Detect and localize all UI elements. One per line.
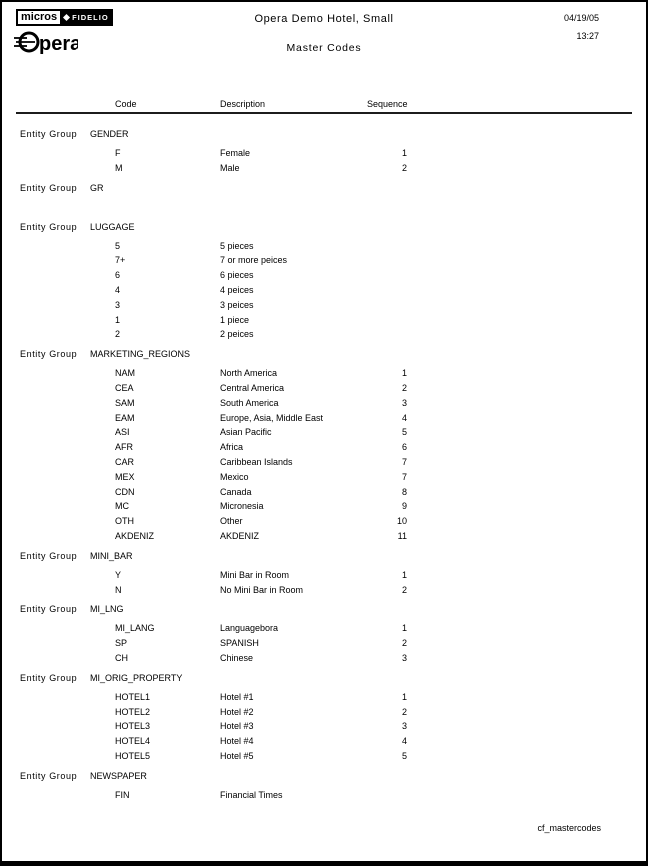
cell-sequence: 11: [397, 530, 407, 541]
table-row: [20, 313, 630, 328]
row-spacer: [20, 705, 115, 720]
table-row: [20, 298, 630, 313]
cell-sequence: 7: [401, 456, 407, 467]
entity-group-label: Entity Group: [20, 604, 78, 615]
table-row: [20, 268, 630, 283]
row-spacer: [20, 440, 115, 455]
cell-code: NAM: [115, 368, 135, 379]
table-column-headers: [20, 99, 630, 112]
cell-description: Caribbean Islands: [220, 456, 293, 467]
entity-group-name: NEWSPAPER: [90, 770, 147, 781]
cell-code: 3: [115, 299, 121, 310]
cell-sequence: [367, 788, 407, 803]
cell-code: 4: [115, 284, 121, 295]
table-row: [20, 425, 630, 440]
cell-description: Languagebora: [220, 623, 279, 634]
cell-sequence: 3: [401, 397, 407, 408]
table-row: [20, 621, 630, 636]
cell-sequence: 5: [401, 750, 407, 761]
cell-description: Hotel #1: [220, 691, 254, 702]
entity-group-header: [20, 769, 630, 784]
cell-code: HOTEL2: [115, 706, 151, 717]
cell-sequence: 5: [401, 427, 407, 438]
cell-sequence: 10: [396, 516, 407, 527]
cell-description: Female: [220, 148, 251, 158]
cell-code: 5: [115, 240, 121, 251]
cell-code: AFR: [115, 442, 133, 453]
table-row: [20, 283, 630, 298]
cell-code: EAM: [115, 412, 135, 423]
fidelio-logo-text: FIDELIO: [72, 13, 109, 22]
cell-code: MEX: [115, 471, 135, 482]
cell-sequence: 1: [401, 691, 407, 702]
table-row: [20, 583, 630, 598]
cell-description: Chinese: [220, 652, 254, 663]
row-spacer: [20, 268, 115, 283]
row-spacer: [20, 583, 115, 598]
cell-sequence: [367, 298, 407, 313]
table-row: [20, 690, 630, 705]
entity-group-gender: [20, 127, 630, 176]
row-spacer: [20, 161, 115, 176]
row-spacer: [20, 283, 115, 298]
row-spacer: [20, 499, 115, 514]
cell-code: CH: [115, 652, 128, 663]
table-row: [20, 455, 630, 470]
column-header-spacer: [20, 99, 115, 112]
entity-group-header: [20, 127, 630, 142]
cell-code: AKDENIZ: [115, 530, 155, 541]
row-spacer: [20, 636, 115, 651]
cell-description: 5 pieces: [220, 240, 254, 251]
cell-description: Hotel #5: [220, 750, 254, 761]
row-spacer: [20, 788, 115, 803]
report-date: 04/19/05: [563, 13, 599, 23]
entity-group-name: MARKETING_REGIONS: [90, 349, 191, 360]
row-spacer: [20, 485, 115, 500]
row-spacer: [20, 455, 115, 470]
table-row: [20, 499, 630, 514]
table-row: [20, 568, 630, 583]
groups-container: [20, 127, 630, 803]
row-spacer: [20, 396, 115, 411]
cell-sequence: [367, 239, 407, 254]
cell-description: 1 piece: [220, 314, 250, 325]
entity-group-luggage: [20, 220, 630, 343]
cell-code: 7+: [115, 255, 126, 266]
table-row: [20, 161, 630, 176]
column-header-description: Description: [220, 99, 266, 109]
table-row: [20, 411, 630, 426]
row-spacer: [20, 313, 115, 328]
cell-code: FIN: [115, 789, 130, 800]
row-spacer: [20, 146, 115, 161]
cell-code: 6: [115, 270, 121, 281]
cell-description: Mini Bar in Room: [220, 569, 290, 580]
table-row: [20, 719, 630, 734]
cell-sequence: 2: [401, 382, 407, 393]
cell-sequence: 3: [401, 652, 407, 663]
cell-code: HOTEL5: [115, 750, 151, 761]
cell-code: M: [115, 162, 123, 173]
cell-code: CAR: [115, 456, 135, 467]
entity-group-header: [20, 220, 630, 235]
row-spacer: [20, 366, 115, 381]
cell-sequence: [367, 253, 407, 268]
cell-description: Africa: [220, 442, 244, 453]
table-row: [20, 529, 630, 544]
entity-group-mini_bar: [20, 549, 630, 598]
cell-description: North America: [220, 368, 278, 379]
entity-group-header: [20, 347, 630, 362]
entity-group-name: GENDER: [90, 129, 129, 139]
cell-sequence: 1: [401, 569, 407, 580]
cell-code: MC: [115, 501, 129, 512]
row-spacer: [20, 381, 115, 396]
table-row: [20, 381, 630, 396]
cell-sequence: 2: [401, 584, 407, 595]
cell-code: ASI: [115, 427, 130, 438]
entity-group-label: Entity Group: [20, 182, 78, 193]
entity-group-name: GR: [90, 182, 104, 193]
header-rule: [16, 112, 632, 114]
cell-sequence: 1: [401, 148, 407, 158]
entity-group-name: MI_ORIG_PROPERTY: [90, 672, 183, 683]
table-row: [20, 239, 630, 254]
cell-sequence: 4: [401, 736, 407, 747]
entity-group-label: Entity Group: [20, 221, 78, 232]
cell-code: OTH: [115, 516, 134, 527]
cell-code: CDN: [115, 486, 135, 497]
cell-sequence: [367, 268, 407, 283]
cell-sequence: 3: [401, 721, 407, 732]
row-spacer: [20, 327, 115, 342]
cell-sequence: [367, 283, 407, 298]
cell-sequence: 9: [401, 501, 407, 512]
cell-description: Financial Times: [220, 789, 283, 800]
cell-description: Mexico: [220, 471, 249, 482]
cell-sequence: 1: [401, 623, 407, 634]
entity-group-mi_orig_property: [20, 671, 630, 764]
entity-group-label: Entity Group: [20, 770, 78, 781]
row-spacer: [20, 298, 115, 313]
master-codes-table: [2, 99, 646, 808]
cell-code: 2: [115, 329, 121, 340]
row-spacer: [20, 690, 115, 705]
cell-code: F: [115, 148, 121, 158]
cell-description: Male: [220, 162, 240, 173]
entity-group-header: [20, 549, 630, 564]
row-spacer: [20, 411, 115, 426]
table-row: [20, 146, 630, 161]
cell-description: Canada: [220, 486, 252, 497]
micros-logo-text: micros: [16, 9, 60, 26]
cell-sequence: [367, 327, 407, 342]
cell-description: Micronesia: [220, 501, 264, 512]
cell-description: No Mini Bar in Room: [220, 584, 304, 595]
table-row: [20, 651, 630, 666]
table-row: [20, 788, 630, 803]
cell-code: SAM: [115, 397, 135, 408]
cell-description: 4 peices: [220, 284, 254, 295]
entity-group-marketing_regions: [20, 347, 630, 544]
entity-group-header: [20, 181, 630, 196]
cell-description: 7 or more peices: [220, 255, 288, 266]
report-subtitle: Master Codes: [286, 42, 362, 54]
table-row: [20, 636, 630, 651]
column-header-code: Code: [115, 99, 137, 109]
table-row: [20, 440, 630, 455]
cell-description: 6 pieces: [220, 270, 254, 281]
entity-group-label: Entity Group: [20, 550, 78, 561]
cell-code: MI_LANG: [115, 623, 155, 634]
entity-group-name: MI_LNG: [90, 604, 124, 615]
cell-description: 3 peices: [220, 299, 254, 310]
cell-description: Hotel #2: [220, 706, 254, 717]
cell-description: AKDENIZ: [220, 530, 260, 541]
table-row: [20, 485, 630, 500]
cell-sequence: 8: [401, 486, 407, 497]
row-spacer: [20, 425, 115, 440]
row-spacer: [20, 514, 115, 529]
table-row: [20, 705, 630, 720]
report-time: 13:27: [576, 31, 599, 41]
cell-sequence: 7: [401, 471, 407, 482]
entity-group-name: MINI_BAR: [90, 550, 133, 561]
cell-code: Y: [115, 569, 122, 580]
table-row: [20, 749, 630, 764]
row-spacer: [20, 529, 115, 544]
entity-group-header: [20, 602, 630, 617]
cell-code: 1: [115, 314, 121, 325]
column-header-sequence: Sequence: [367, 99, 408, 109]
row-spacer: [20, 253, 115, 268]
row-spacer: [20, 568, 115, 583]
row-spacer: [20, 651, 115, 666]
cell-sequence: [367, 313, 407, 328]
row-spacer: [20, 239, 115, 254]
cell-description: Hotel #4: [220, 736, 254, 747]
cell-sequence: 2: [401, 706, 407, 717]
entity-group-label: Entity Group: [20, 349, 78, 360]
report-id: cf_mastercodes: [537, 823, 601, 833]
cell-description: Europe, Asia, Middle East: [220, 412, 324, 423]
entity-group-gr: [20, 181, 630, 215]
cell-code: HOTEL3: [115, 721, 151, 732]
cell-code: HOTEL1: [115, 691, 151, 702]
svg-text:pera: pera: [39, 33, 78, 55]
table-row: [20, 470, 630, 485]
row-spacer: [20, 621, 115, 636]
cell-code: N: [115, 584, 122, 595]
entity-group-name: LUGGAGE: [90, 221, 135, 232]
row-spacer: [20, 470, 115, 485]
cell-description: Other: [220, 516, 243, 527]
cell-code: HOTEL4: [115, 736, 151, 747]
cell-description: South America: [220, 397, 279, 408]
cell-description: Hotel #3: [220, 721, 254, 732]
cell-sequence: 6: [401, 442, 407, 453]
entity-group-mi_lng: [20, 602, 630, 665]
cell-sequence: 4: [401, 412, 407, 423]
cell-sequence: 1: [401, 368, 407, 379]
table-row: [20, 253, 630, 268]
entity-group-label: Entity Group: [20, 129, 78, 139]
cell-code: CEA: [115, 382, 134, 393]
cell-description: SPANISH: [220, 638, 259, 649]
report-title: Opera Demo Hotel, Small: [254, 13, 394, 25]
entity-group-header: [20, 671, 630, 686]
table-row: [20, 514, 630, 529]
row-spacer: [20, 719, 115, 734]
table-row: [20, 327, 630, 342]
cell-sequence: 2: [401, 638, 407, 649]
table-row: [20, 734, 630, 749]
row-spacer: [20, 749, 115, 764]
cell-description: Asian Pacific: [220, 427, 272, 438]
table-row: [20, 396, 630, 411]
row-spacer: [20, 734, 115, 749]
cell-sequence: 2: [401, 162, 407, 173]
cell-code: SP: [115, 638, 128, 649]
entity-group-label: Entity Group: [20, 672, 78, 683]
table-row: [20, 366, 630, 381]
entity-group-newspaper: [20, 769, 630, 803]
cell-description: 2 peices: [220, 329, 254, 340]
cell-description: Central America: [220, 382, 285, 393]
